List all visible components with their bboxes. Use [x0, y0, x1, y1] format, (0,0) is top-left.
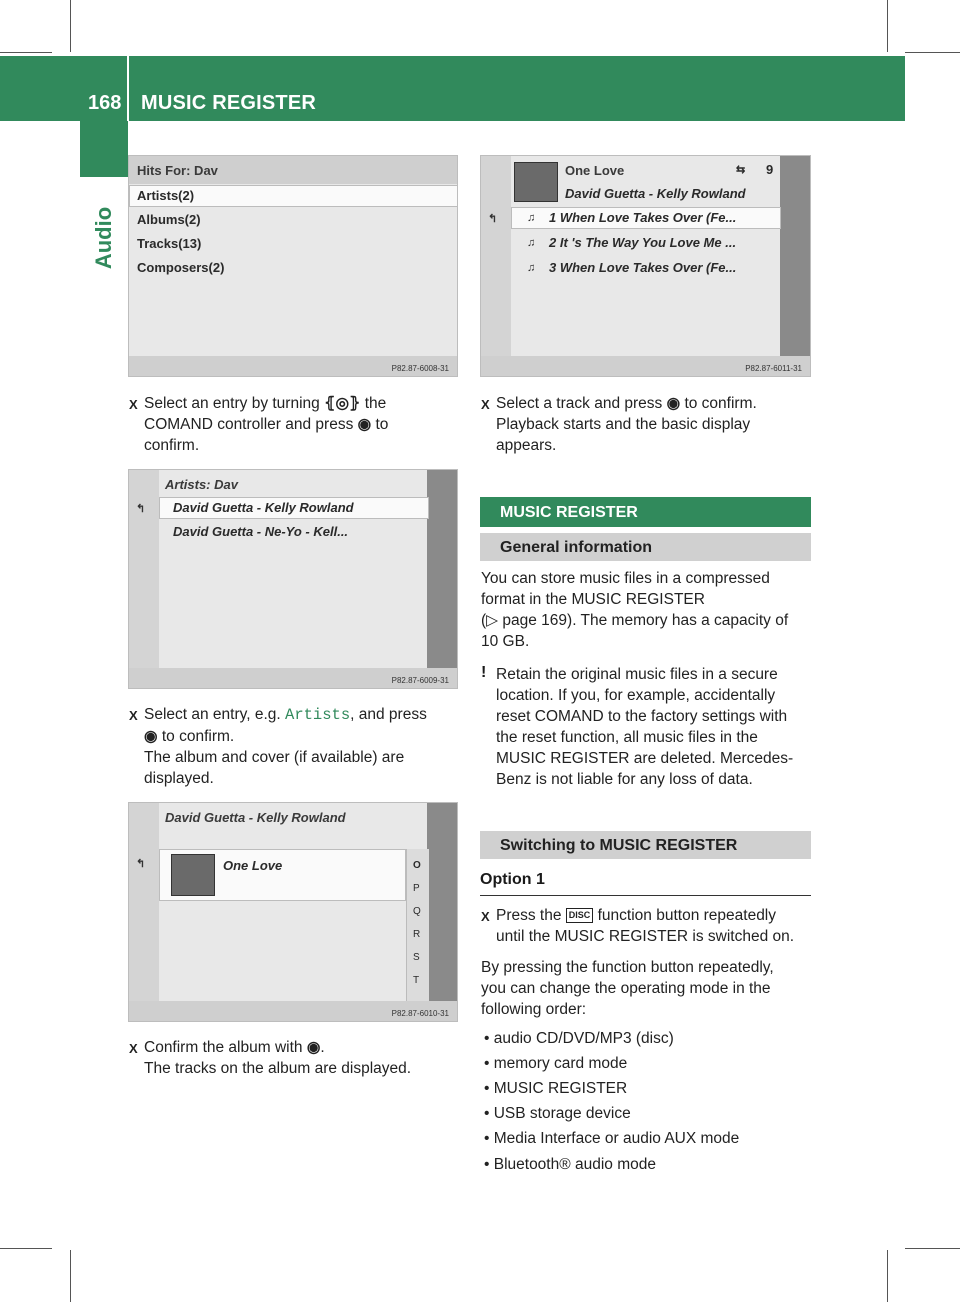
step-text: Confirm the album with ◉. The tracks on the album are displayed.: [144, 1039, 412, 1077]
controller-press-icon: ◉: [357, 416, 372, 433]
crop-mark: [0, 52, 52, 53]
list-item: Albums(2): [137, 212, 201, 227]
controller-press-icon: ◉: [144, 728, 158, 745]
step-arrow: X: [481, 909, 490, 924]
disc-button-icon: DISC: [566, 908, 594, 923]
screen-title: Artists: Dav: [165, 477, 238, 492]
page-title: MUSIC REGISTER: [141, 92, 317, 114]
bullet-item: • Bluetooth® audio mode: [484, 1156, 656, 1173]
section-heading: MUSIC REGISTER: [480, 497, 811, 527]
image-ref: P82.87-6008-31: [391, 364, 449, 373]
step-text: Select an entry by turning ⦃◎⦄ the COMAND controller and press ◉ to confirm.: [144, 395, 389, 454]
album-title: One Love: [223, 858, 283, 873]
side-tab: [80, 121, 128, 177]
back-icon: ↰: [488, 213, 498, 225]
letter-index: S: [413, 952, 420, 963]
crop-mark: [887, 1250, 888, 1302]
bullet-item: • Media Interface or audio AUX mode: [484, 1130, 740, 1147]
list-item: Tracks(13): [137, 236, 202, 251]
back-icon: ↰: [136, 858, 146, 870]
scroll-rail: [427, 470, 457, 668]
screenshot-tracks: [480, 155, 811, 377]
album-cover-image: [171, 854, 215, 896]
list-item: David Guetta - Kelly Rowland: [173, 500, 354, 515]
image-ref: P82.87-6011-31: [745, 364, 802, 373]
step-arrow: X: [129, 397, 138, 412]
header-divider: [127, 56, 129, 121]
track-count-icon: ⇆: [736, 164, 746, 176]
screenshot-artists: [128, 469, 458, 689]
bullet-item: • audio CD/DVD/MP3 (disc): [484, 1030, 674, 1047]
left-column: [129, 470, 159, 668]
controller-press-icon: ◉: [666, 395, 681, 412]
crop-mark: [905, 52, 960, 53]
bullet-item: • MUSIC REGISTER: [484, 1080, 628, 1097]
letter-index: O: [413, 860, 421, 871]
step-arrow: X: [129, 708, 138, 723]
bullet-item: • memory card mode: [484, 1055, 628, 1072]
screenshot-album: [128, 802, 458, 1022]
side-label-text: Audio: [91, 206, 116, 269]
list-item: Composers(2): [137, 260, 225, 275]
option-heading: Option 1: [480, 871, 811, 896]
back-icon: ↰: [136, 503, 146, 515]
bullet-item: • USB storage device: [484, 1105, 631, 1122]
music-note-icon: ♫: [527, 212, 536, 224]
letter-index: T: [413, 975, 420, 986]
scroll-rail: [780, 156, 810, 356]
image-ref: P82.87-6010-31: [391, 1009, 449, 1018]
image-ref: P82.87-6009-31: [391, 676, 449, 685]
crop-mark: [887, 0, 888, 52]
controller-press-icon: ◉: [306, 1039, 321, 1056]
crop-mark: [70, 0, 71, 52]
subsection-heading: General information: [480, 533, 811, 561]
music-note-icon: ♫: [527, 262, 536, 274]
scroll-rail: [427, 803, 457, 1001]
controller-turn-icon: ⦃◎⦄: [324, 395, 361, 412]
step-text: Select an entry, e.g. Artists, and press ◉ to confirm. The album and cover (if available) are displayed.: [144, 706, 427, 787]
list-item: David Guetta - Ne-Yo - Kell...: [173, 524, 349, 539]
screenshot-hits: [128, 155, 458, 377]
list-item: Artists(2): [137, 188, 195, 203]
track-item: 3 When Love Takes Over (Fe...: [549, 260, 737, 275]
letter-index: R: [413, 929, 421, 940]
warning-icon: !: [481, 664, 487, 681]
crop-mark: [905, 1248, 960, 1249]
left-column: [481, 156, 511, 356]
step-arrow: X: [481, 397, 490, 412]
album-cover-image: [514, 162, 558, 202]
step-arrow: X: [129, 1041, 138, 1056]
warning-text: Retain the original music files in a secure location. If you, for example, accidentally reset COMAND to the factory settings with the reset function, all music files in the MUSIC REGISTER are deleted. Mercedes- Benz is not liable for any loss of data.: [496, 666, 794, 788]
letter-index: P: [413, 883, 420, 894]
track-item: 1 When Love Takes Over (Fe...: [549, 210, 737, 225]
letter-index: Q: [413, 906, 421, 917]
crop-mark: [70, 1250, 71, 1302]
subsection-heading: Switching to MUSIC REGISTER: [480, 831, 811, 859]
general-info-text: You can store music files in a compressed format in the MUSIC REGISTER (▷ page 169). The memory has a capacity of 10 GB.: [481, 570, 789, 650]
order-intro-text: By pressing the function button repeatedly, you can change the operating mode in the following order:: [481, 959, 774, 1018]
artist-subtitle: David Guetta - Kelly Rowland: [565, 186, 746, 201]
track-count: 9: [766, 162, 774, 177]
step-text: Press the DISC function button repeatedly until the MUSIC REGISTER is switched on.: [496, 907, 795, 945]
left-column: [129, 803, 159, 1001]
screen-title: Hits For: Dav: [137, 163, 218, 178]
step-text: Select a track and press ◉ to confirm. Playback starts and the basic display appears.: [496, 395, 757, 454]
screen-title: David Guetta - Kelly Rowland: [165, 810, 346, 825]
track-item: 2 It 's The Way You Love Me ...: [549, 235, 737, 250]
music-note-icon: ♫: [527, 237, 536, 249]
page-number: 168: [88, 92, 122, 114]
header-bar: [0, 56, 905, 121]
side-label: [88, 190, 120, 285]
crop-mark: [0, 1248, 52, 1249]
screen-title: One Love: [565, 163, 625, 178]
